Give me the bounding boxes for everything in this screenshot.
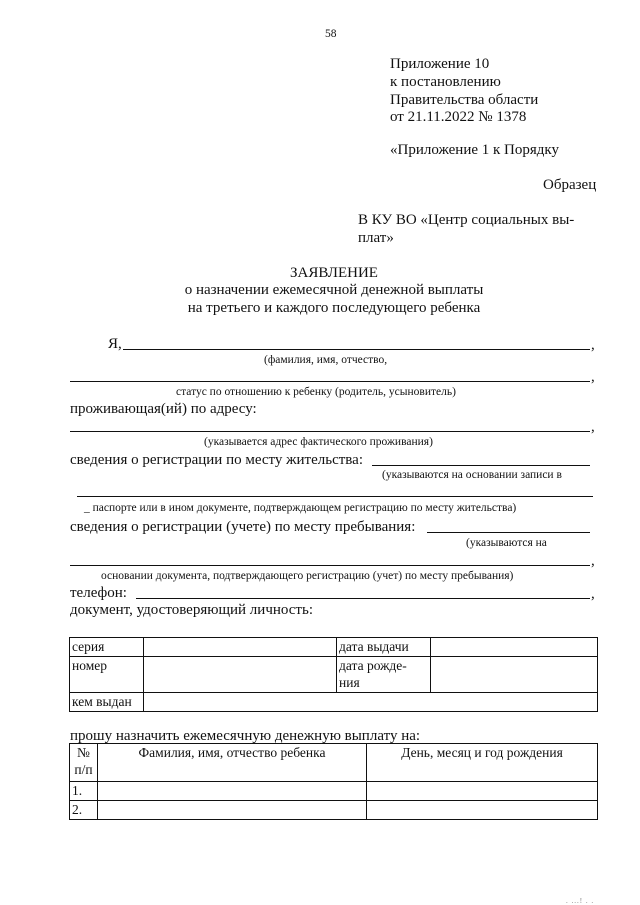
addressee-line-1: В КУ ВО «Центр социальных вы-: [358, 212, 575, 228]
registration-hint-2: _ паспорте или в ином документе, подтверждающем регистрацию по месту жительства): [84, 502, 517, 514]
registration-field-line-2[interactable]: [77, 496, 593, 497]
i-label: Я,: [108, 336, 122, 352]
stay-field-line[interactable]: [427, 532, 590, 533]
stay-field-line-2[interactable]: [70, 565, 590, 566]
birth-date-cell[interactable]: [431, 657, 598, 693]
registration-label: сведения о регистрации по месту жительства:: [70, 452, 363, 468]
addressee-line-2: плат»: [358, 230, 394, 246]
document-title: ЗАЯВЛЕНИЕ: [290, 265, 378, 281]
birth-date-label: [337, 657, 431, 693]
appendix-line-3: Правительства области: [390, 92, 539, 108]
id-document-table: [69, 637, 598, 712]
id-doc-label: документ, удостоверяющий личность:: [70, 602, 313, 618]
address-hint: (указывается адрес фактического проживания): [204, 436, 433, 448]
comma: ,: [591, 419, 595, 435]
col-num-header: [70, 744, 98, 782]
children-table: [69, 743, 598, 820]
document-subtitle-2: на третьего и каждого последующего ребенка: [187, 300, 481, 316]
issued-by-cell[interactable]: [144, 693, 598, 712]
row-number: 1.: [70, 782, 98, 801]
registration-field-line[interactable]: [372, 465, 590, 466]
footer-marks: . ...! . .: [566, 897, 595, 905]
sample-label: Образец: [543, 177, 597, 193]
document-subtitle-1: о назначении ежемесячной денежной выплаты: [184, 282, 484, 298]
child-name-cell[interactable]: [98, 801, 367, 820]
fio-hint: (фамилия, имя, отчество,: [264, 354, 388, 366]
col-name-header: Фамилия, имя, отчество ребенка: [98, 744, 367, 782]
col-dob-header: День, месяц и год рождения: [367, 744, 598, 782]
request-label: прошу назначить ежемесячную денежную выплату на:: [70, 728, 421, 744]
comma: ,: [591, 586, 595, 602]
appendix-line-1: Приложение 10: [390, 56, 490, 72]
status-field-line[interactable]: [70, 381, 590, 382]
appendix-line-4: от 21.11.2022 № 1378: [390, 109, 527, 125]
number-label: номер: [70, 657, 144, 693]
stay-hint-2: основании документа, подтверждающего регистрацию (учет) по месту пребывания): [101, 570, 514, 582]
registration-hint-1: (указываются на основании записи в: [382, 469, 562, 481]
appendix-line-5: «Приложение 1 к Порядку: [390, 142, 559, 158]
birth-date-label-line-2: ния: [339, 675, 360, 690]
residing-label: проживающая(ий) по адресу:: [70, 401, 257, 417]
child-dob-cell[interactable]: [367, 782, 598, 801]
table-row: [70, 801, 598, 820]
status-hint: статус по отношению к ребенку (родитель, усыновитель): [176, 386, 456, 398]
comma: ,: [591, 369, 595, 385]
phone-label: телефон:: [70, 585, 127, 601]
appendix-line-2: к постановлению: [390, 74, 501, 90]
comma: ,: [591, 553, 595, 569]
stay-hint-1: (указываются на: [466, 537, 547, 549]
number-cell[interactable]: [144, 657, 337, 693]
child-dob-cell[interactable]: [367, 801, 598, 820]
child-name-cell[interactable]: [98, 782, 367, 801]
comma: ,: [591, 337, 595, 353]
stay-label: сведения о регистрации (учете) по месту пребывания:: [70, 519, 416, 535]
phone-field-line[interactable]: [136, 598, 590, 599]
page-number: 58: [325, 28, 337, 40]
issued-by-label: кем выдан: [70, 693, 144, 712]
col-num-header-line-2: п/п: [74, 762, 93, 777]
issue-date-cell[interactable]: [431, 638, 598, 657]
series-cell[interactable]: [144, 638, 337, 657]
table-row: [70, 782, 598, 801]
row-number: 2.: [70, 801, 98, 820]
address-field-line[interactable]: [70, 431, 590, 432]
series-label: серия: [70, 638, 144, 657]
col-num-header-line-1: №: [77, 745, 90, 760]
birth-date-label-line-1: дата рожде-: [339, 658, 407, 673]
issue-date-label: дата выдачи: [337, 638, 431, 657]
fio-field-line[interactable]: [123, 349, 590, 350]
